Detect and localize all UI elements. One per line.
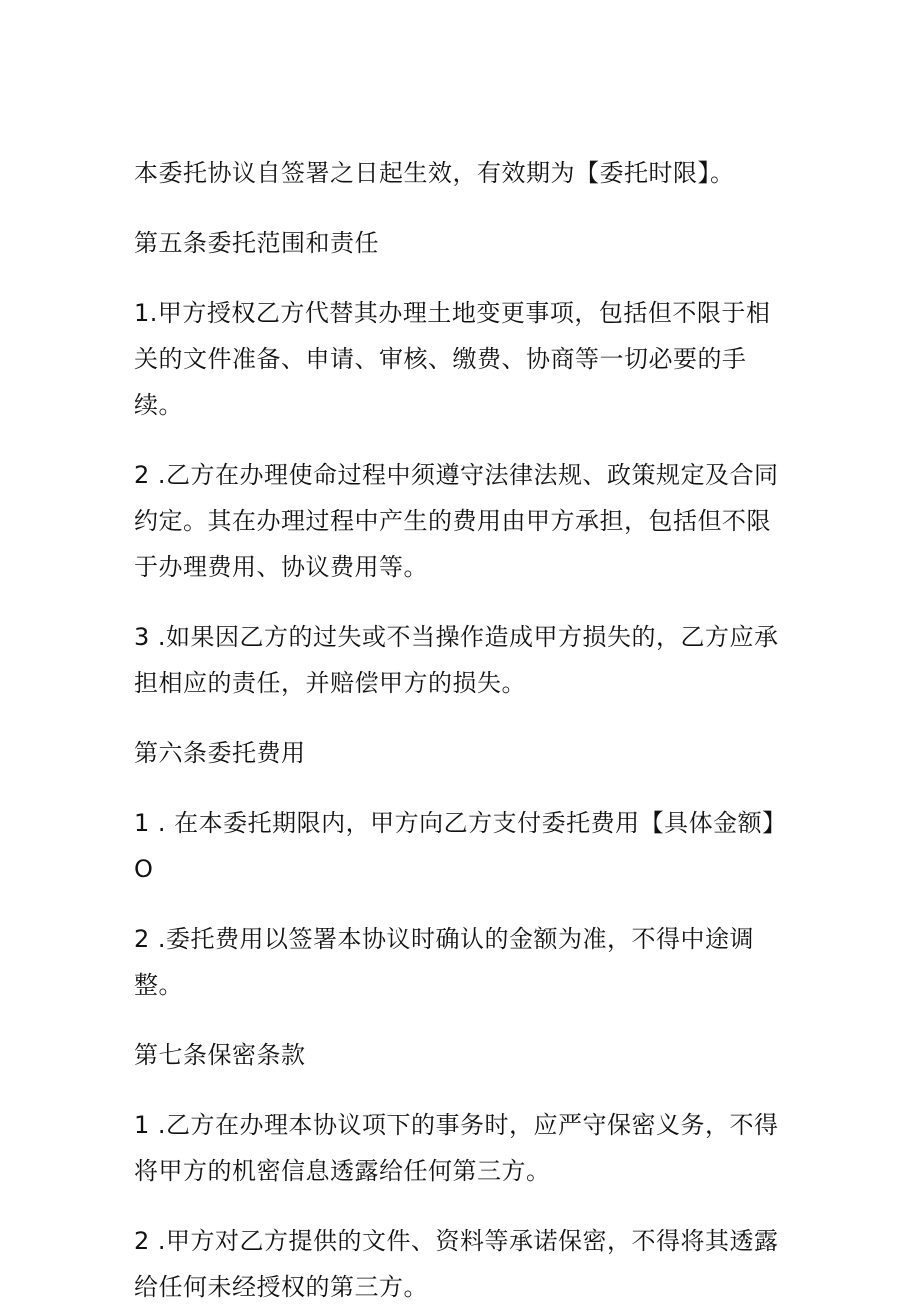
spacer [134,892,794,916]
document-body [134,150,794,1310]
article-6-heading: 第六条委托费用 [134,739,306,767]
article-6-clause-1: 1 . 在本委托期限内，甲方向乙方支付委托费用【具体金额】O [134,809,787,883]
article-5-clause-3: 3 .如果因乙方的过失或不当操作造成甲方损失的，乙方应承担相应的责任，并赔偿甲方的损失。 [134,623,779,697]
spacer [134,1008,794,1032]
article-7-clause-1: 1 .乙方在办理本协议项下的事务时，应严守保密义务，不得将甲方的机密信息透露给任何第三方。 [134,1111,779,1185]
article-7-heading: 第七条保密条款 [134,1041,306,1069]
article-6-clause-2: 2 .委托费用以签署本协议时确认的金额为准，不得中途调整。 [134,925,755,999]
spacer [134,1194,794,1218]
validity-paragraph: 本委托协议自签署之日起生效，有效期为【委托时限】。 [134,159,735,187]
spacer [134,266,794,290]
spacer [134,590,794,614]
spacer [134,706,794,730]
article-5-heading: 第五条委托范围和责任 [134,229,379,257]
article-5-clause-1: 1.甲方授权乙方代替其办理土地变更事项，包括但不限于相关的文件准备、申请、审核、缴费、协商等一切必要的手续。 [134,299,771,419]
spacer [134,1078,794,1102]
spacer [134,776,794,800]
article-7-clause-2: 2 .甲方对乙方提供的文件、资料等承诺保密，不得将其透露给任何未经授权的第三方。 [134,1227,779,1301]
spacer [134,428,794,452]
article-5-clause-2: 2 .乙方在办理使命过程中须遵守法律法规、政策规定及合同约定。其在办理过程中产生的费用由甲方承担，包括但不限于办理费用、协议费用等。 [134,461,779,581]
spacer [134,196,794,220]
